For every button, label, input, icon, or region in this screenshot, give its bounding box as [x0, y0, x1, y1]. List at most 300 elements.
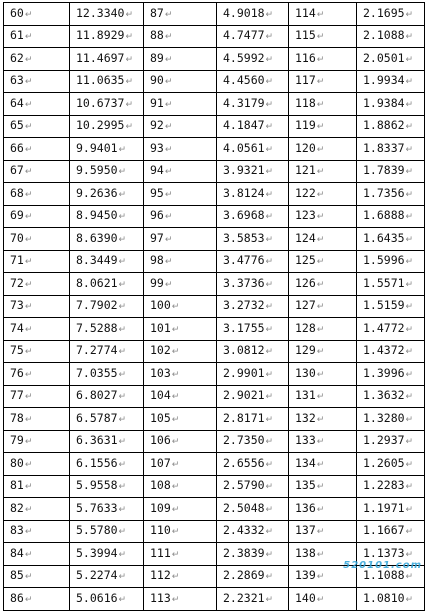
cell-text: 76 [10, 365, 24, 380]
paragraph-mark-icon: ↵ [265, 144, 274, 155]
value-cell [217, 520, 289, 543]
paragraph-mark-icon: ↵ [405, 369, 414, 380]
cell-text: 91 [150, 95, 164, 110]
temp-cell [144, 385, 217, 408]
paragraph-mark-icon: ↵ [316, 54, 325, 65]
paragraph-mark-icon: ↵ [118, 302, 127, 313]
value-cell [357, 48, 425, 71]
table-row [4, 520, 425, 543]
table-row [4, 70, 425, 93]
cell-text: 132 [295, 410, 316, 425]
paragraph-mark-icon: ↵ [405, 324, 414, 335]
paragraph-mark-icon: ↵ [118, 549, 127, 560]
cell-text: 4.4560 [223, 73, 265, 88]
temp-cell [4, 3, 70, 26]
paragraph-mark-icon: ↵ [405, 234, 414, 245]
cell-text: 77 [10, 388, 24, 403]
paragraph-mark-icon: ↵ [265, 594, 274, 605]
temp-cell [144, 48, 217, 71]
cell-text: 8.6390 [76, 230, 118, 245]
paragraph-mark-icon: ↵ [164, 189, 173, 200]
cell-text: 8.9450 [76, 208, 118, 223]
table-row [4, 250, 425, 273]
temp-cell [289, 430, 357, 453]
temp-cell [4, 453, 70, 476]
value-cell [217, 498, 289, 521]
paragraph-mark-icon: ↵ [316, 437, 325, 448]
cell-text: 4.9018 [223, 5, 265, 20]
value-cell [357, 93, 425, 116]
temp-cell [4, 430, 70, 453]
paragraph-mark-icon: ↵ [316, 77, 325, 88]
temp-cell [144, 115, 217, 138]
value-cell [357, 115, 425, 138]
paragraph-mark-icon: ↵ [405, 504, 414, 515]
paragraph-mark-icon: ↵ [118, 324, 127, 335]
temp-cell [144, 565, 217, 588]
value-cell [70, 363, 144, 386]
cell-text: 2.2321 [223, 590, 265, 605]
cell-text: 1.6435 [363, 230, 405, 245]
cell-text: 129 [295, 343, 316, 358]
temp-cell [144, 138, 217, 161]
value-cell [70, 453, 144, 476]
temp-cell [289, 520, 357, 543]
paragraph-mark-icon: ↵ [405, 302, 414, 313]
cell-text: 5.7633 [76, 500, 118, 515]
paragraph-mark-icon: ↵ [24, 482, 33, 493]
temp-cell [289, 250, 357, 273]
table-row [4, 408, 425, 431]
cell-text: 4.3179 [223, 95, 265, 110]
cell-text: 1.8337 [363, 140, 405, 155]
value-cell [357, 520, 425, 543]
temp-cell [289, 183, 357, 206]
cell-text: 3.4776 [223, 253, 265, 268]
paragraph-mark-icon: ↵ [316, 392, 325, 403]
value-cell [217, 385, 289, 408]
paragraph-mark-icon: ↵ [265, 549, 274, 560]
value-cell [70, 183, 144, 206]
paragraph-mark-icon: ↵ [24, 54, 33, 65]
paragraph-mark-icon: ↵ [24, 144, 33, 155]
cell-text: 138 [295, 545, 316, 560]
cell-text: 100 [150, 298, 171, 313]
value-cell [70, 48, 144, 71]
value-cell [357, 228, 425, 251]
paragraph-mark-icon: ↵ [405, 549, 414, 560]
cell-text: 89 [150, 50, 164, 65]
cell-text: 66 [10, 140, 24, 155]
cell-text: 83 [10, 523, 24, 538]
paragraph-mark-icon: ↵ [118, 482, 127, 493]
cell-text: 73 [10, 298, 24, 313]
paragraph-mark-icon: ↵ [405, 572, 414, 583]
paragraph-mark-icon: ↵ [316, 257, 325, 268]
temp-cell [4, 340, 70, 363]
value-cell [357, 205, 425, 228]
value-cell [217, 115, 289, 138]
cell-text: 8.0621 [76, 275, 118, 290]
temp-cell [144, 273, 217, 296]
paragraph-mark-icon: ↵ [164, 167, 173, 178]
paragraph-mark-icon: ↵ [171, 414, 180, 425]
cell-text: 70 [10, 230, 24, 245]
paragraph-mark-icon: ↵ [171, 302, 180, 313]
cell-text: 1.4372 [363, 343, 405, 358]
cell-text: 103 [150, 365, 171, 380]
paragraph-mark-icon: ↵ [24, 572, 33, 583]
value-cell [217, 295, 289, 318]
temp-cell [144, 295, 217, 318]
paragraph-mark-icon: ↵ [405, 9, 414, 20]
paragraph-mark-icon: ↵ [316, 482, 325, 493]
cell-text: 126 [295, 275, 316, 290]
cell-text: 1.2937 [363, 433, 405, 448]
cell-text: 68 [10, 185, 24, 200]
cell-text: 1.3632 [363, 388, 405, 403]
paragraph-mark-icon: ↵ [171, 437, 180, 448]
cell-text: 61 [10, 28, 24, 43]
cell-text: 9.2636 [76, 185, 118, 200]
cell-text: 5.5780 [76, 523, 118, 538]
paragraph-mark-icon: ↵ [316, 9, 325, 20]
value-cell [70, 250, 144, 273]
table-row [4, 93, 425, 116]
cell-text: 1.6888 [363, 208, 405, 223]
temp-cell [4, 25, 70, 48]
paragraph-mark-icon: ↵ [118, 279, 127, 290]
paragraph-mark-icon: ↵ [125, 32, 134, 43]
paragraph-mark-icon: ↵ [164, 122, 173, 133]
paragraph-mark-icon: ↵ [405, 527, 414, 538]
paragraph-mark-icon: ↵ [171, 572, 180, 583]
temp-cell [144, 408, 217, 431]
cell-text: 125 [295, 253, 316, 268]
value-cell [217, 588, 289, 611]
cell-text: 75 [10, 343, 24, 358]
temp-cell [144, 543, 217, 566]
temp-cell [289, 318, 357, 341]
value-cell [217, 3, 289, 26]
cell-text: 2.5790 [223, 478, 265, 493]
value-cell [70, 70, 144, 93]
temp-cell [144, 498, 217, 521]
paragraph-mark-icon: ↵ [316, 504, 325, 515]
cell-text: 5.0616 [76, 590, 118, 605]
temp-cell [4, 543, 70, 566]
cell-text: 7.7902 [76, 298, 118, 313]
temp-cell [289, 3, 357, 26]
paragraph-mark-icon: ↵ [24, 347, 33, 358]
cell-text: 6.8027 [76, 388, 118, 403]
value-cell [70, 93, 144, 116]
paragraph-mark-icon: ↵ [265, 234, 274, 245]
cell-text: 121 [295, 163, 316, 178]
paragraph-mark-icon: ↵ [24, 234, 33, 245]
temp-cell [144, 3, 217, 26]
temp-cell [4, 520, 70, 543]
paragraph-mark-icon: ↵ [24, 279, 33, 290]
paragraph-mark-icon: ↵ [171, 347, 180, 358]
cell-text: 2.1088 [363, 28, 405, 43]
temp-cell [144, 70, 217, 93]
paragraph-mark-icon: ↵ [405, 32, 414, 43]
temp-cell [144, 183, 217, 206]
cell-text: 3.5853 [223, 230, 265, 245]
paragraph-mark-icon: ↵ [405, 77, 414, 88]
value-cell [357, 273, 425, 296]
cell-text: 80 [10, 455, 24, 470]
cell-text: 117 [295, 73, 316, 88]
cell-text: 1.1971 [363, 500, 405, 515]
value-cell [357, 430, 425, 453]
paragraph-mark-icon: ↵ [265, 257, 274, 268]
cell-text: 79 [10, 433, 24, 448]
paragraph-mark-icon: ↵ [265, 369, 274, 380]
temp-cell [144, 160, 217, 183]
cell-text: 65 [10, 118, 24, 133]
cell-text: 6.5787 [76, 410, 118, 425]
cell-text: 2.9901 [223, 365, 265, 380]
cell-text: 1.7356 [363, 185, 405, 200]
cell-text: 3.8124 [223, 185, 265, 200]
cell-text: 2.4332 [223, 523, 265, 538]
cell-text: 3.3736 [223, 275, 265, 290]
paragraph-mark-icon: ↵ [405, 482, 414, 493]
paragraph-mark-icon: ↵ [24, 257, 33, 268]
table-row [4, 183, 425, 206]
paragraph-mark-icon: ↵ [118, 594, 127, 605]
cell-text: 7.2774 [76, 343, 118, 358]
paragraph-mark-icon: ↵ [316, 234, 325, 245]
table-row [4, 48, 425, 71]
cell-text: 119 [295, 118, 316, 133]
value-cell [217, 250, 289, 273]
paragraph-mark-icon: ↵ [164, 144, 173, 155]
cell-text: 5.9558 [76, 478, 118, 493]
value-cell [70, 588, 144, 611]
temp-cell [289, 138, 357, 161]
cell-text: 1.4772 [363, 320, 405, 335]
cell-text: 74 [10, 320, 24, 335]
cell-text: 136 [295, 500, 316, 515]
resistance-table [3, 2, 425, 611]
value-cell [217, 205, 289, 228]
cell-text: 96 [150, 208, 164, 223]
paragraph-mark-icon: ↵ [316, 459, 325, 470]
paragraph-mark-icon: ↵ [164, 234, 173, 245]
cell-text: 62 [10, 50, 24, 65]
temp-cell [4, 498, 70, 521]
value-cell [70, 25, 144, 48]
paragraph-mark-icon: ↵ [405, 99, 414, 110]
paragraph-mark-icon: ↵ [265, 347, 274, 358]
temp-cell [144, 25, 217, 48]
temp-cell [4, 138, 70, 161]
temp-cell [289, 363, 357, 386]
table-row [4, 295, 425, 318]
cell-text: 2.3839 [223, 545, 265, 560]
value-cell [357, 70, 425, 93]
paragraph-mark-icon: ↵ [118, 212, 127, 223]
value-cell [357, 183, 425, 206]
paragraph-mark-icon: ↵ [24, 459, 33, 470]
value-cell [357, 340, 425, 363]
temp-cell [289, 475, 357, 498]
paragraph-mark-icon: ↵ [171, 504, 180, 515]
paragraph-mark-icon: ↵ [316, 32, 325, 43]
value-cell [217, 70, 289, 93]
paragraph-mark-icon: ↵ [118, 257, 127, 268]
value-cell [217, 93, 289, 116]
cell-text: 95 [150, 185, 164, 200]
paragraph-mark-icon: ↵ [118, 437, 127, 448]
table-row [4, 430, 425, 453]
cell-text: 78 [10, 410, 24, 425]
value-cell [217, 340, 289, 363]
paragraph-mark-icon: ↵ [405, 144, 414, 155]
paragraph-mark-icon: ↵ [316, 122, 325, 133]
cell-text: 85 [10, 568, 24, 583]
paragraph-mark-icon: ↵ [405, 437, 414, 448]
value-cell [70, 430, 144, 453]
temp-cell [144, 475, 217, 498]
value-cell [357, 250, 425, 273]
table-row [4, 205, 425, 228]
cell-text: 120 [295, 140, 316, 155]
cell-text: 6.3631 [76, 433, 118, 448]
paragraph-mark-icon: ↵ [118, 459, 127, 470]
value-cell [70, 408, 144, 431]
cell-text: 63 [10, 73, 24, 88]
paragraph-mark-icon: ↵ [316, 279, 325, 290]
paragraph-mark-icon: ↵ [265, 167, 274, 178]
cell-text: 1.1667 [363, 523, 405, 538]
cell-text: 7.5288 [76, 320, 118, 335]
cell-text: 92 [150, 118, 164, 133]
cell-text: 139 [295, 568, 316, 583]
temp-cell [4, 318, 70, 341]
paragraph-mark-icon: ↵ [164, 99, 173, 110]
value-cell [217, 543, 289, 566]
paragraph-mark-icon: ↵ [164, 77, 173, 88]
paragraph-mark-icon: ↵ [405, 414, 414, 425]
paragraph-mark-icon: ↵ [125, 122, 134, 133]
cell-text: 60 [10, 5, 24, 20]
paragraph-mark-icon: ↵ [265, 324, 274, 335]
paragraph-mark-icon: ↵ [118, 392, 127, 403]
temp-cell [289, 385, 357, 408]
cell-text: 10.2995 [76, 118, 125, 133]
cell-text: 112 [150, 568, 171, 583]
paragraph-mark-icon: ↵ [118, 414, 127, 425]
cell-text: 2.7350 [223, 433, 265, 448]
cell-text: 5.2274 [76, 568, 118, 583]
paragraph-mark-icon: ↵ [316, 144, 325, 155]
temp-cell [289, 228, 357, 251]
paragraph-mark-icon: ↵ [118, 572, 127, 583]
table-row [4, 273, 425, 296]
cell-text: 6.1556 [76, 455, 118, 470]
paragraph-mark-icon: ↵ [24, 594, 33, 605]
cell-text: 2.1695 [363, 5, 405, 20]
cell-text: 110 [150, 523, 171, 538]
paragraph-mark-icon: ↵ [24, 99, 33, 110]
paragraph-mark-icon: ↵ [316, 369, 325, 380]
value-cell [70, 205, 144, 228]
paragraph-mark-icon: ↵ [316, 594, 325, 605]
temp-cell [4, 70, 70, 93]
paragraph-mark-icon: ↵ [316, 414, 325, 425]
table-row [4, 115, 425, 138]
cell-text: 81 [10, 478, 24, 493]
temp-cell [289, 453, 357, 476]
paragraph-mark-icon: ↵ [24, 9, 33, 20]
temp-cell [4, 115, 70, 138]
paragraph-mark-icon: ↵ [164, 279, 173, 290]
paragraph-mark-icon: ↵ [171, 527, 180, 538]
paragraph-mark-icon: ↵ [265, 122, 274, 133]
paragraph-mark-icon: ↵ [316, 572, 325, 583]
value-cell [357, 25, 425, 48]
cell-text: 107 [150, 455, 171, 470]
paragraph-mark-icon: ↵ [24, 32, 33, 43]
temp-cell [4, 273, 70, 296]
cell-text: 90 [150, 73, 164, 88]
cell-text: 86 [10, 590, 24, 605]
cell-text: 84 [10, 545, 24, 560]
temp-cell [289, 93, 357, 116]
value-cell [217, 408, 289, 431]
cell-text: 3.0812 [223, 343, 265, 358]
paragraph-mark-icon: ↵ [24, 212, 33, 223]
paragraph-mark-icon: ↵ [118, 167, 127, 178]
value-cell [70, 520, 144, 543]
paragraph-mark-icon: ↵ [265, 482, 274, 493]
paragraph-mark-icon: ↵ [405, 459, 414, 470]
value-cell [357, 160, 425, 183]
cell-text: 10.6737 [76, 95, 125, 110]
temp-cell [4, 228, 70, 251]
cell-text: 1.3280 [363, 410, 405, 425]
value-cell [357, 295, 425, 318]
temp-cell [289, 588, 357, 611]
paragraph-mark-icon: ↵ [24, 77, 33, 88]
paragraph-mark-icon: ↵ [171, 459, 180, 470]
cell-text: 2.2869 [223, 568, 265, 583]
paragraph-mark-icon: ↵ [164, 54, 173, 65]
paragraph-mark-icon: ↵ [164, 212, 173, 223]
value-cell [217, 453, 289, 476]
value-cell [217, 318, 289, 341]
table-row [4, 228, 425, 251]
cell-text: 101 [150, 320, 171, 335]
temp-cell [4, 295, 70, 318]
table-row [4, 340, 425, 363]
table-row [4, 385, 425, 408]
value-cell [217, 25, 289, 48]
cell-text: 8.3449 [76, 253, 118, 268]
paragraph-mark-icon: ↵ [24, 549, 33, 560]
cell-text: 1.1373 [363, 545, 405, 560]
paragraph-mark-icon: ↵ [265, 9, 274, 20]
table-row [4, 475, 425, 498]
paragraph-mark-icon: ↵ [171, 549, 180, 560]
temp-cell [144, 250, 217, 273]
cell-text: 102 [150, 343, 171, 358]
cell-text: 113 [150, 590, 171, 605]
